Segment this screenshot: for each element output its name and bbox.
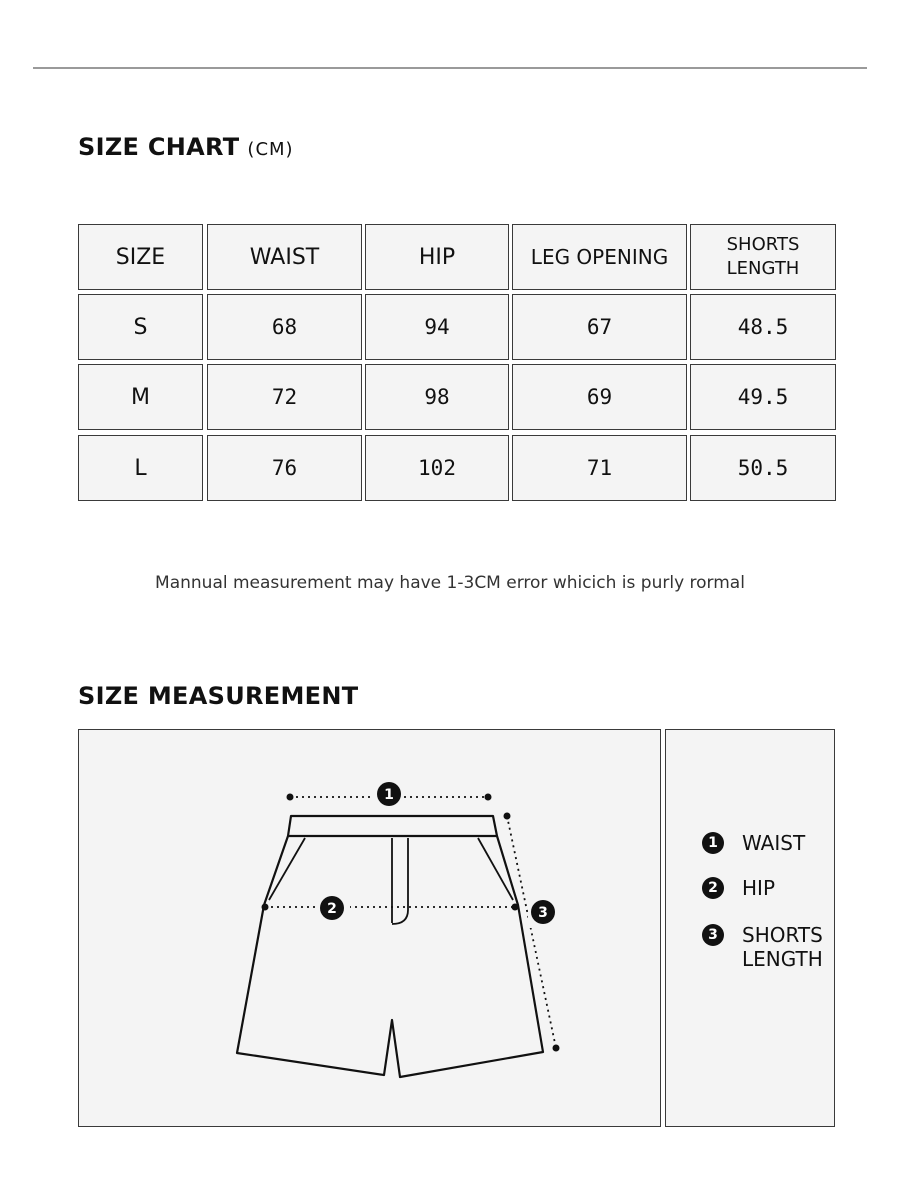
length-endpoint bbox=[504, 813, 511, 820]
table-cell-shorts-length: 49.5 bbox=[690, 364, 836, 430]
table-cell-size: S bbox=[78, 294, 203, 360]
header-leg-opening: LEG OPENING bbox=[512, 224, 687, 290]
table-cell-size: L bbox=[78, 435, 203, 501]
header-shorts-length: SHORTS LENGTH bbox=[690, 224, 836, 290]
table-cell-leg-opening: 69 bbox=[512, 364, 687, 430]
marker-3-label: 3 bbox=[538, 905, 548, 921]
legend-item-shorts-length bbox=[702, 923, 823, 971]
table-cell-hip: 102 bbox=[365, 435, 509, 501]
table-cell-waist: 76 bbox=[207, 435, 362, 501]
legend-number-badge: 2 bbox=[702, 877, 724, 899]
header-size: SIZE bbox=[78, 224, 203, 290]
legend-number-badge: 1 bbox=[702, 832, 724, 854]
hip-endpoint bbox=[512, 904, 519, 911]
waist-endpoint bbox=[287, 794, 294, 801]
size-chart-title: SIZE CHART (CM) bbox=[78, 133, 294, 161]
length-endpoint bbox=[553, 1045, 560, 1052]
hip-endpoint bbox=[262, 904, 269, 911]
legend-label-waist: WAIST bbox=[742, 831, 806, 855]
header-hip: HIP bbox=[365, 224, 509, 290]
table-cell-waist: 68 bbox=[207, 294, 362, 360]
measurement-note: Mannual measurement may have 1-3CM error whicich is purly rormal bbox=[155, 573, 745, 593]
legend-label-shorts-length: SHORTS LENGTH bbox=[742, 923, 823, 971]
table-cell-size: M bbox=[78, 364, 203, 430]
legend-item-waist bbox=[702, 831, 805, 855]
table-cell-hip: 94 bbox=[365, 294, 509, 360]
legend-item-hip bbox=[702, 876, 775, 900]
header-waist: WAIST bbox=[207, 224, 362, 290]
legend-number-badge: 3 bbox=[702, 924, 724, 946]
table-cell-waist: 72 bbox=[207, 364, 362, 430]
legend-label-hip: HIP bbox=[742, 876, 775, 900]
table-cell-leg-opening: 71 bbox=[512, 435, 687, 501]
table-cell-leg-opening: 67 bbox=[512, 294, 687, 360]
table-cell-hip: 98 bbox=[365, 364, 509, 430]
table-cell-shorts-length: 50.5 bbox=[690, 435, 836, 501]
size-measurement-title: SIZE MEASUREMENT bbox=[78, 682, 359, 710]
marker-1-label: 1 bbox=[384, 787, 394, 803]
marker-2-label: 2 bbox=[327, 901, 337, 917]
shorts-outline bbox=[237, 816, 543, 1077]
table-cell-shorts-length: 48.5 bbox=[690, 294, 836, 360]
size-chart-unit: (CM) bbox=[247, 139, 294, 160]
waist-endpoint bbox=[485, 794, 492, 801]
